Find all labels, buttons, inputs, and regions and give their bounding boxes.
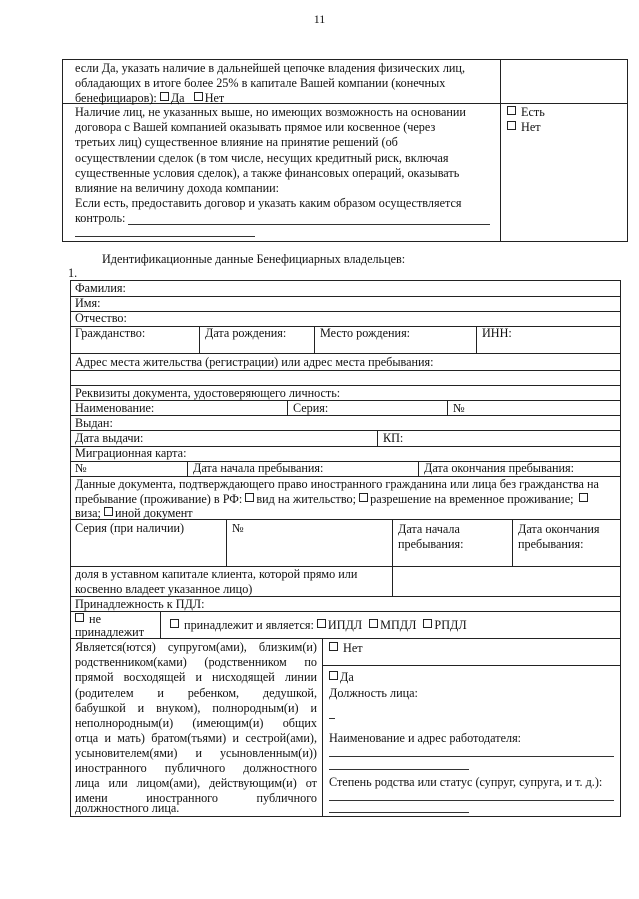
option-absent (507, 120, 541, 135)
checkbox-rel-yes[interactable] (329, 671, 338, 680)
doc-number-label: № (232, 521, 244, 535)
checkbox-rel-no[interactable] (329, 642, 338, 651)
rel-yes-option (329, 670, 354, 685)
checkbox-yes[interactable] (160, 92, 169, 101)
row1-line: обладающих в итоге более 25% в капитале Вашей компании (конечных (75, 76, 446, 90)
rule (392, 519, 393, 567)
rule (447, 400, 448, 416)
rule (70, 280, 71, 817)
start-label-line1: Дата начала (398, 522, 460, 536)
row1-line: если Да, указать наличие в дальнейшей цепочке владения физических лиц, (75, 61, 465, 75)
employer-field-2[interactable] (329, 769, 469, 770)
relation-line: родственником(ками) (родственником по (75, 655, 317, 669)
surname-label: Фамилия: (75, 281, 126, 295)
rule (476, 326, 477, 354)
checkbox-other-final[interactable] (579, 493, 588, 502)
id-doc-label: Реквизиты документа, удостоверяющего личность: (75, 386, 341, 400)
kinship-field[interactable] (329, 800, 614, 801)
rule (199, 326, 200, 354)
control-field-2[interactable] (75, 236, 255, 237)
relation-line: неполнородным(и) (имеющим(и) общих (75, 716, 317, 730)
series-if-any-label: Серия (при наличии) (75, 521, 185, 535)
checkbox-no[interactable] (194, 92, 203, 101)
kp-label: КП: (383, 431, 404, 445)
pdl-not-label-2: принадлежит (75, 625, 145, 639)
relation-line: имени иностранного публичного (75, 791, 317, 805)
rule (620, 280, 621, 817)
rule (70, 311, 620, 312)
residence-opt2: разрешение на временное проживание; (370, 492, 574, 506)
rule (226, 519, 227, 567)
checkbox-ipdl[interactable] (317, 619, 326, 628)
rule (187, 461, 188, 477)
rule (418, 461, 419, 477)
rule (62, 59, 63, 242)
citizenship-label: Гражданство: (75, 326, 146, 340)
rule (160, 611, 161, 639)
checkbox-mpdl[interactable] (369, 619, 378, 628)
share-line2: косвенно владеет указанное лицо) (75, 582, 253, 596)
checkbox-residence-permit[interactable] (245, 493, 254, 502)
patronymic-label: Отчество: (75, 311, 127, 325)
employer-label: Наименование и адрес работодателя: (329, 731, 522, 745)
rpdl-label: РПДЛ (434, 618, 467, 632)
rel-yes-label: Да (340, 670, 354, 684)
issue-date-label: Дата выдачи: (75, 431, 144, 445)
row1-no-label: Нет (204, 91, 225, 105)
end-label-line2: пребывания: (518, 537, 584, 551)
checkbox-present[interactable] (507, 106, 516, 115)
rule (70, 353, 620, 354)
row2-line: осуществлении сделок (в том числе, несущих кредитный риск, включая (75, 151, 449, 165)
checkbox-pdl-not[interactable] (75, 613, 84, 622)
mpdl-label: МПДЛ (380, 618, 417, 632)
relation-line: лица или лицом(ами), действующим(и) от (75, 776, 317, 790)
pdl-not-label-1: не (89, 612, 101, 626)
rule (512, 519, 513, 567)
issued-by-label: Выдан: (75, 416, 113, 430)
relation-line: отца и мать) братом(тьями) и сестрой(ами), (75, 731, 317, 745)
rule (392, 566, 393, 597)
beneficiary-index: 1. (68, 266, 78, 280)
row2-line: существенные условия сделок), а также финансовых операций, оказывать (75, 166, 460, 180)
rule (62, 241, 628, 242)
relation-line: усыновителем(ями) и усыновленным(и)) (75, 746, 317, 760)
row2-line: договора с Вашей компанией оказывать прямое или косвенное (через (75, 120, 436, 134)
end-label-line1: Дата окончания (518, 522, 600, 536)
migration-card-label: Миграционная карта: (75, 446, 187, 460)
checkbox-pdl-belongs[interactable] (170, 619, 179, 628)
stay-start-label: Дата начала пребывания: (193, 461, 324, 475)
row2-line: Наличие лиц, не указанных выше, но имеющих возможность на основании (75, 105, 466, 119)
rule (70, 638, 620, 639)
relation-line: Является(ются) супругом(ами), близким(и) (75, 640, 317, 654)
pdl-belongs (170, 618, 467, 633)
rule (627, 59, 628, 242)
rel-no-label: Нет (343, 641, 363, 655)
row2-line: Если есть, предоставить договор и указать каким образом осуществляется (75, 196, 462, 210)
kinship-field-2[interactable] (329, 812, 469, 813)
control-field[interactable] (128, 224, 490, 225)
series-label: Серия: (293, 401, 329, 415)
rule (322, 665, 620, 666)
row1-label: бенефициаров): (75, 91, 157, 105)
rule (287, 400, 288, 416)
rel-no-option (329, 641, 363, 656)
rule (377, 430, 378, 446)
control-label: контроль: (75, 211, 126, 225)
relation-line: бабушкой и внуком), полнородным(и) и (75, 701, 317, 715)
birth-date-label: Дата рождения: (205, 326, 287, 340)
pdl-belongs-label: принадлежит и является: (184, 618, 314, 632)
number-label: № (453, 401, 465, 415)
birth-place-label: Место рождения: (320, 326, 411, 340)
rule (70, 430, 620, 431)
rule (70, 280, 620, 281)
relation-line: иностранного публичного должностного (75, 761, 317, 775)
checkbox-rpdl[interactable] (423, 619, 432, 628)
row2-line: влияние на величину дохода компании: (75, 181, 280, 195)
share-line1: доля в уставном капитале клиента, которой прямо или (75, 567, 358, 581)
page-number: 11 (313, 12, 326, 26)
rule (62, 59, 628, 60)
row2-line: третьих лиц) существенное влияние на принятие решений (об (75, 135, 398, 149)
rule (314, 326, 315, 354)
kinship-label: Степень родства или статус (супруг, супруга, и т. д.): (329, 775, 603, 789)
stay-end-label: Дата окончания пребывания: (424, 461, 575, 475)
checkbox-other-doc[interactable] (104, 507, 113, 516)
residence-doc-line3 (75, 506, 193, 521)
beneficiaries-heading: Идентификационные данные Бенефициарных владельцев: (102, 252, 406, 266)
residence-opt1: вид на жительство; (256, 492, 357, 506)
mig-number-label: № (75, 461, 87, 475)
present-label: Есть (521, 105, 545, 119)
row1-yes-label: Да (170, 91, 185, 105)
relation-last-line: должностного лица. (75, 801, 180, 815)
pdl-heading: Принадлежность к ПДЛ: (75, 597, 205, 611)
ipdl-label: ИПДЛ (327, 618, 363, 632)
option-present (507, 105, 545, 120)
checkbox-absent[interactable] (507, 121, 516, 130)
residence-doc-label: пребывание (проживание) в РФ: (75, 492, 243, 506)
residence-doc-line1: Данные документа, подтверждающего право иностранного гражданина или лица без гражданства на (75, 477, 599, 491)
checkbox-temp-residence[interactable] (359, 493, 368, 502)
relation-line: (родителем и ребенком, дедушкой, (75, 686, 317, 700)
rule (500, 59, 501, 242)
rule (70, 296, 620, 297)
residence-opt4: иной документ (114, 506, 193, 520)
inn-label: ИНН: (482, 326, 512, 340)
employer-field[interactable] (329, 756, 614, 757)
start-label-line2: пребывания: (398, 537, 464, 551)
address-label: Адрес места жительства (регистрации) или адрес места пребывания: (75, 355, 434, 369)
position-label: Должность лица: (329, 686, 418, 700)
position-field[interactable] (329, 718, 335, 719)
absent-label: Нет (521, 120, 541, 134)
name-label: Имя: (75, 296, 101, 310)
residence-opt3: виза; (75, 506, 101, 520)
relation-line: прямой восходящей и нисходящей линии (75, 670, 317, 684)
doc-name-label: Наименование: (75, 401, 155, 415)
